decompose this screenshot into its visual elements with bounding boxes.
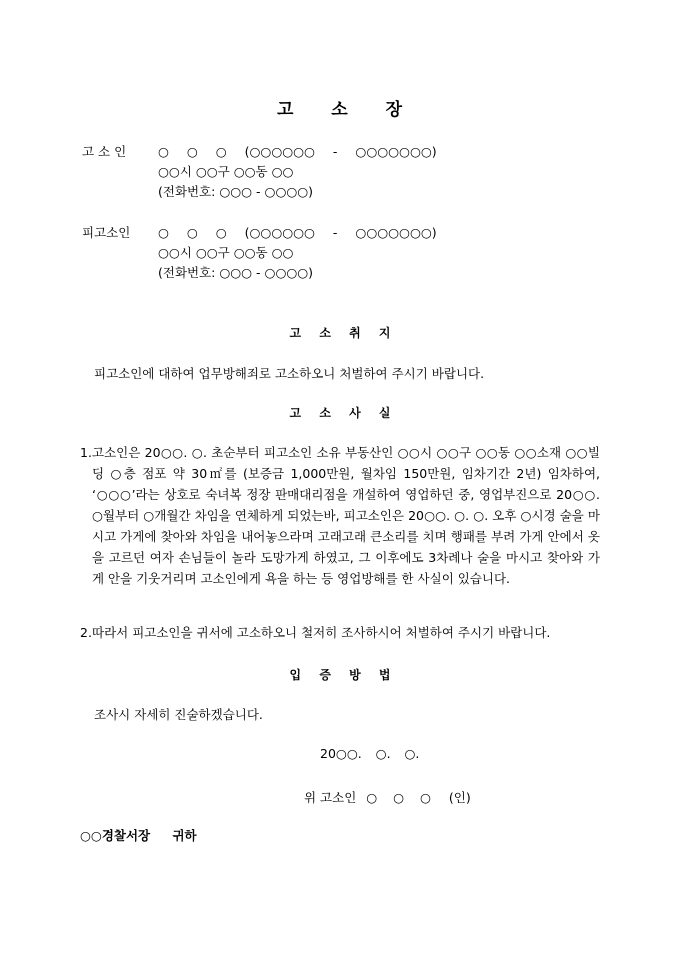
addressee-name: ○○경찰서장 xyxy=(80,828,151,843)
addressee-honorific: 귀하 xyxy=(172,828,197,843)
facts-heading: 고 소 사 실 xyxy=(289,406,391,420)
complainant-phone: (전화번호: ○○○ - ○○○○) xyxy=(158,184,314,199)
signer-prefix: 위 고소인 xyxy=(304,790,357,805)
seal-mark: (인) xyxy=(448,790,471,805)
purpose-text: 피고소인에 대하여 업무방해죄로 고소하오니 처벌하여 주시기 바랍니다. xyxy=(94,366,485,381)
document-title: 고 소 장 xyxy=(276,100,404,120)
fact-2-number: 2. xyxy=(80,625,92,640)
fact-1-number: 1. xyxy=(80,445,92,460)
accused-phone: (전화번호: ○○○ - ○○○○) xyxy=(158,265,314,280)
document-date: 20○○. ○. ○. xyxy=(320,746,420,761)
accused-label: 피고소인 xyxy=(82,225,131,240)
fact-item-2 xyxy=(80,622,600,644)
fact-1-text: 고소인은 20○○. ○. 초순부터 피고소인 소유 부동산인 ○○시 ○○구 ○○동 ○○소재 ○○빌딩 ○층 점포 약 30㎡를 (보증금 1,000만원, 월차임 150만원, 임차기간 2년) 임차하여, ‘○○○’라는 상호로 숙녀복 정장 판매대리점을 개설하여 영업하던 중, 영업부진으로 20○○. ○월부터 ○개월간 차임을 연체하게 되었는바, 피고소인은 20○○. ○. ○. 오후 ○시경 술을 마시고 가게에 찾아와 차임을 내어놓으라며 고래고래 큰소리를 치며 행패를 부려 가게 안에서 옷을 고르던 여자 손님들이 놀라 도망가게 하였고, 그 이후에도 3차례나 술을 마시고 찾아와 가게 안을 기웃거리며 고소인에게 욕을 하는 등 영업방해를 한 사실이 있습니다. xyxy=(92,445,600,586)
signer-name: ○ ○ ○ xyxy=(366,790,431,805)
evidence-heading: 입 증 방 법 xyxy=(289,668,391,682)
evidence-text: 조사시 자세히 진술하겠습니다. xyxy=(94,707,263,722)
accused-name-id: ○ ○ ○ (○○○○○○ - ○○○○○○○) xyxy=(158,225,437,240)
addressee-line xyxy=(80,826,197,844)
fact-item-1 xyxy=(80,442,600,602)
complainant-address: ○○시 ○○구 ○○동 ○○ xyxy=(158,164,294,179)
fact-2-text: 따라서 피고소인을 귀서에 고소하오니 철저히 조사하시어 처벌하여 주시기 바랍니다. xyxy=(92,625,551,640)
complainant-label: 고 소 인 xyxy=(82,144,127,159)
purpose-heading: 고 소 취 지 xyxy=(289,326,391,340)
accused-address: ○○시 ○○구 ○○동 ○○ xyxy=(158,245,294,260)
signature-line xyxy=(304,788,471,806)
complainant-name-id: ○ ○ ○ (○○○○○○ - ○○○○○○○) xyxy=(158,144,437,159)
